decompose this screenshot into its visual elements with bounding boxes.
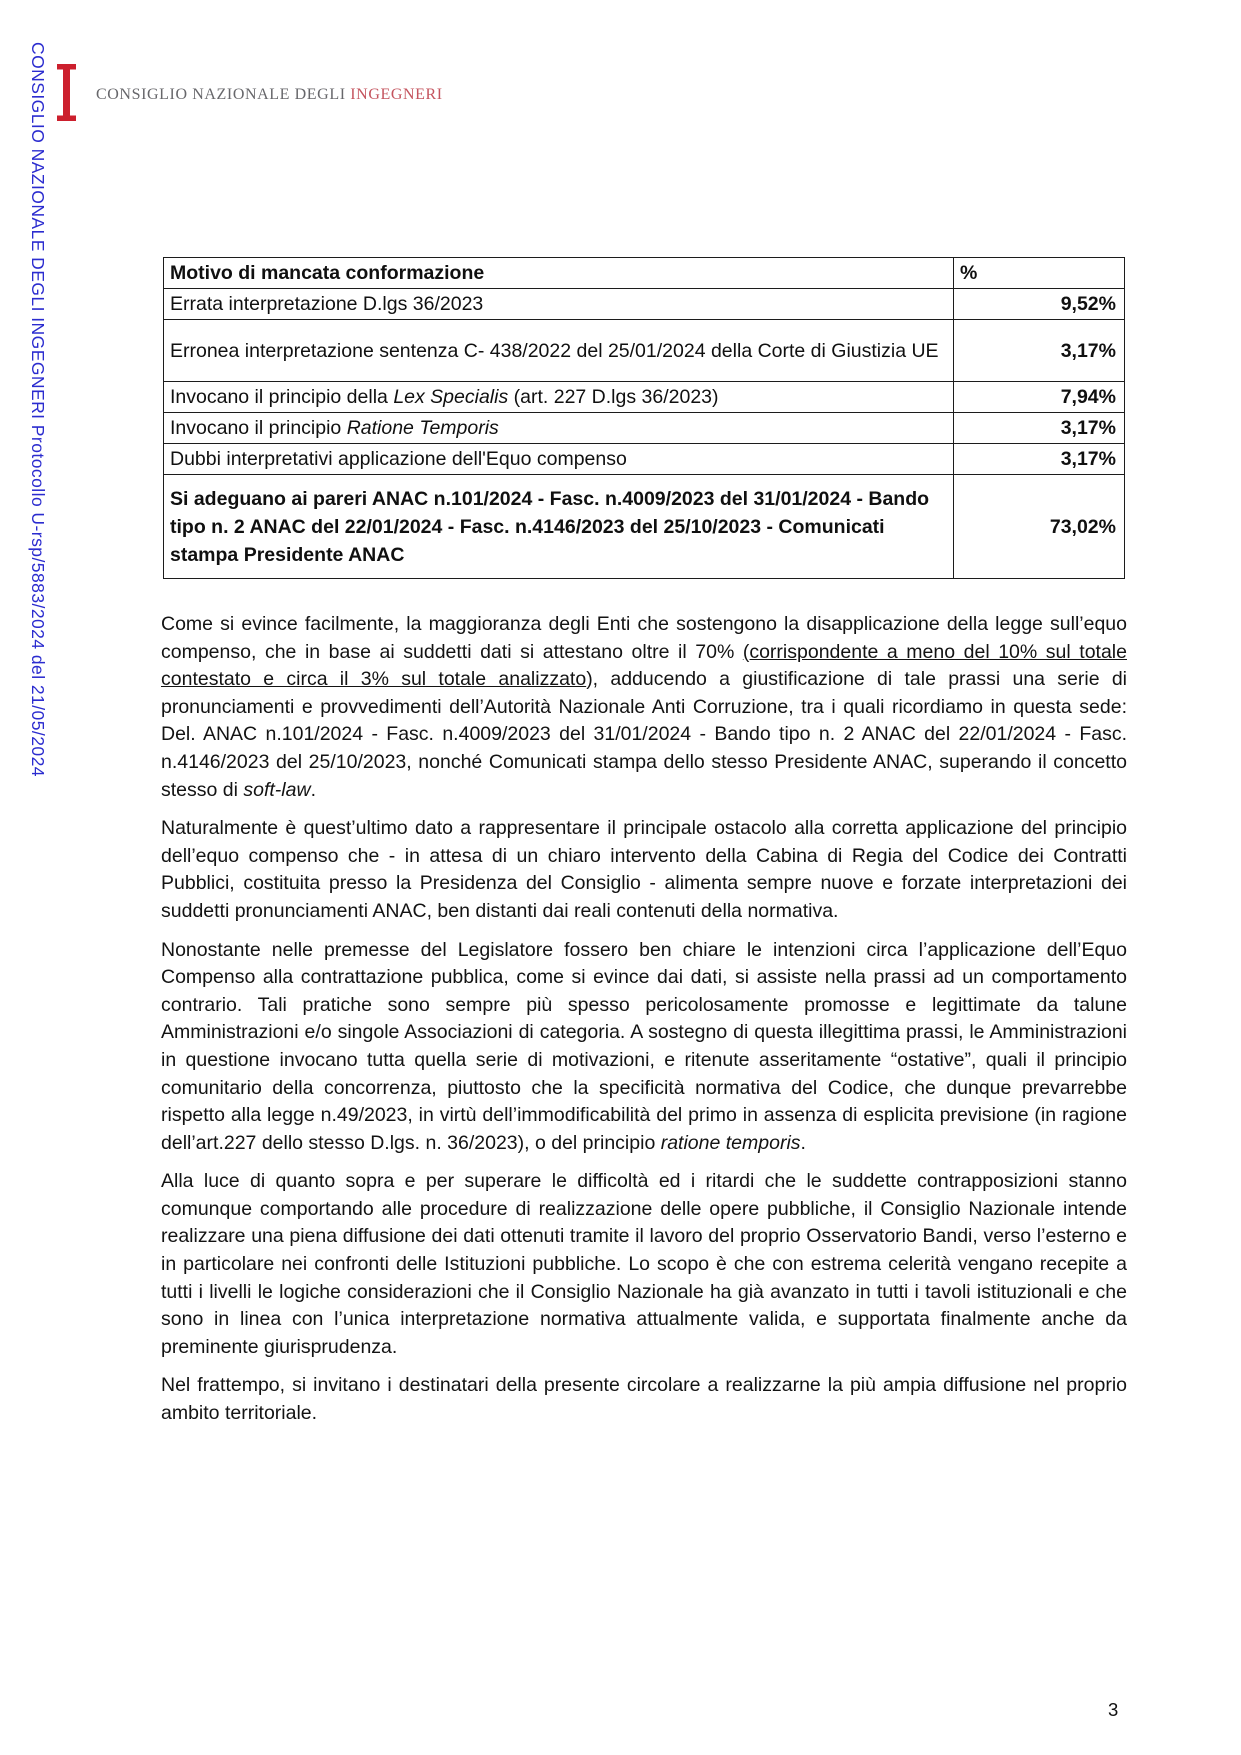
table-row <box>164 382 1125 413</box>
text-segment: Nonostante nelle premesse del Legislatore fossero ben chiare le intenzioni circa l’applicazione dell’Equo Compenso alla contrattazione pubblica, come si evince dai dati, si assiste nella prassi ad un comportamento contrario. Tali pratiche sono sempre più spesso pericolosamente promosse e legittimate da talune Amministrazioni e/o singole Associazioni di categoria. A sostegno di questa illegittima prassi, le Amministrazioni in questione invocano tutta quella serie di motivazioni, e ritenute asseritamente “ostative”, quali il principio comunitario della concorrenza, piuttosto che la specificità normativa del Codice, che dunque prevarrebbe rispetto alla legge n.49/2023, in virtù dell’immodificabilità del primo in assenza di esplicita previsione (in ragione dell’art.227 dello stesso D.lgs. n. 36/2023), o del principio <box>161 938 1127 1154</box>
row-value: 3,17% <box>954 444 1125 475</box>
table-header-motivo: Motivo di mancata conformazione <box>164 258 954 289</box>
text-segment: Errata interpretazione D.lgs 36/2023 <box>170 293 484 315</box>
row-label <box>164 289 954 320</box>
logo-org-name-gray: CONSIGLIO NAZIONALE DEGLI <box>96 86 351 103</box>
row-value: 73,02% <box>954 475 1125 579</box>
body-paragraphs <box>161 611 1127 1439</box>
text-segment: . <box>310 778 316 801</box>
row-label <box>164 444 954 475</box>
text-segment: Invocano il principio della <box>170 386 394 408</box>
table-header-percent: % <box>954 258 1125 289</box>
text-segment: Dubbi interpretativi applicazione dell'Equo compenso <box>170 448 627 470</box>
row-label <box>164 320 954 382</box>
row-label <box>164 475 954 579</box>
conformity-table <box>163 257 1125 579</box>
row-value: 3,17% <box>954 320 1125 382</box>
text-segment: Alla luce di quanto sopra e per superare le difficoltà ed i ritardi che le suddette contrapposizioni stanno comunque comportando alle procedure di realizzazione delle opere pubbliche, il Consiglio Nazionale intende realizzare una piena diffusione dei dati ottenuti tramite il lavoro del proprio Osservatorio Bandi, verso l’esterno e in particolare nei confronti delle Istituzioni pubbliche. Lo scopo è che con estrema celerità vengano recepite a tutti i livelli le logiche considerazioni che il Consiglio Nazionale ha già avanzato in tutti i tavoli istituzionali e che sono in linea con l’unica interpretazione normativa attualmente valida, e supportata finalmente anche da preminente giurisprudenza. <box>161 1170 1127 1358</box>
text-segment: Come si evince facilmente, la maggioranza degli Enti che sostengono la disapplicazione della legge sull’equo compenso, che in base ai suddetti dati si attestano oltre il 70% <box>161 613 1127 663</box>
text-segment: Nel frattempo, si invitano i destinatari della presente circolare a realizzarne la più ampia diffusione nel proprio ambito territoriale. <box>161 1374 1127 1425</box>
text-segment: soft-law <box>243 778 311 801</box>
row-value: 7,94% <box>954 382 1125 413</box>
sidebar-protocol-text: CONSIGLIO NAZIONALE DEGLI INGEGNERI Protocollo U-rsp/5883/2024 del 21/05/2024 <box>28 42 48 777</box>
paragraph <box>161 937 1127 1158</box>
table-row <box>164 413 1125 444</box>
row-label <box>164 413 954 444</box>
row-value: 3,17% <box>954 413 1125 444</box>
text-segment: Erronea interpretazione sentenza C- 438/2022 del 25/01/2024 della Corte di Giustizia UE <box>170 339 939 362</box>
logo-mark-icon <box>57 64 76 126</box>
row-value: 9,52% <box>954 289 1125 320</box>
table-row <box>164 444 1125 475</box>
logo-org-name <box>96 86 443 104</box>
paragraph <box>161 611 1127 804</box>
table-row <box>164 320 1125 382</box>
paragraph <box>161 815 1127 925</box>
table-header-row <box>164 258 1125 289</box>
text-segment: ), adducendo a giustificazione di tale prassi una serie di pronunciamenti e provvedimenti dell’Autorità Nazionale Anti Corruzione, tra i quali ricordiamo in questa sede: Del. ANAC n.101/2024 - Fasc. n.4009/2023 del 31/01/2024 - Bando tipo n. 2 ANAC del 22/01/2024 - Fasc. n.4146/2023 del 25/10/2023, nonché Comunicati stampa dello stesso Presidente ANAC, superando il concetto stesso di <box>161 668 1127 801</box>
table-row <box>164 289 1125 320</box>
logo-org-name-red: INGEGNERI <box>350 86 443 103</box>
text-segment: Ratione Temporis <box>346 417 499 439</box>
text-segment: Invocano il principio <box>170 417 347 439</box>
paragraph <box>161 1372 1127 1427</box>
text-segment: ratione temporis <box>660 1131 801 1154</box>
page-number: 3 <box>1108 1699 1119 1720</box>
text-segment: Lex Specialis <box>393 386 509 408</box>
text-segment: (art. 227 D.lgs 36/2023) <box>508 386 719 408</box>
text-segment: Naturalmente è quest’ultimo dato a rappresentare il principale ostacolo alla corretta applicazione del principio dell’equo compenso che - in attesa di un chiaro intervento della Cabina di Regia del Codice dei Contratti Pubblici, costituita presso la Presidenza del Consiglio - alimenta sempre nuove e forzate interpretazioni dei suddetti pronunciamenti ANAC, ben distanti dai reali contenuti della normativa. <box>161 817 1127 922</box>
table-row <box>164 475 1125 579</box>
row-label <box>164 382 954 413</box>
paragraph <box>161 1168 1127 1361</box>
conformity-table-body <box>164 289 1125 579</box>
text-segment: (corrispondente a meno del 10% sul totale contestato e circa il 3% sul totale analizzato <box>161 640 1127 691</box>
text-segment: . <box>800 1131 806 1154</box>
text-segment: Si adeguano ai pareri ANAC n.101/2024 - Fasc. n.4009/2023 del 31/01/2024 - Bando tipo n. 2 ANAC del 22/01/2024 - Fasc. n.4146/2023 del 25/10/2023 - Comunicati stampa Presidente ANAC <box>170 487 930 566</box>
